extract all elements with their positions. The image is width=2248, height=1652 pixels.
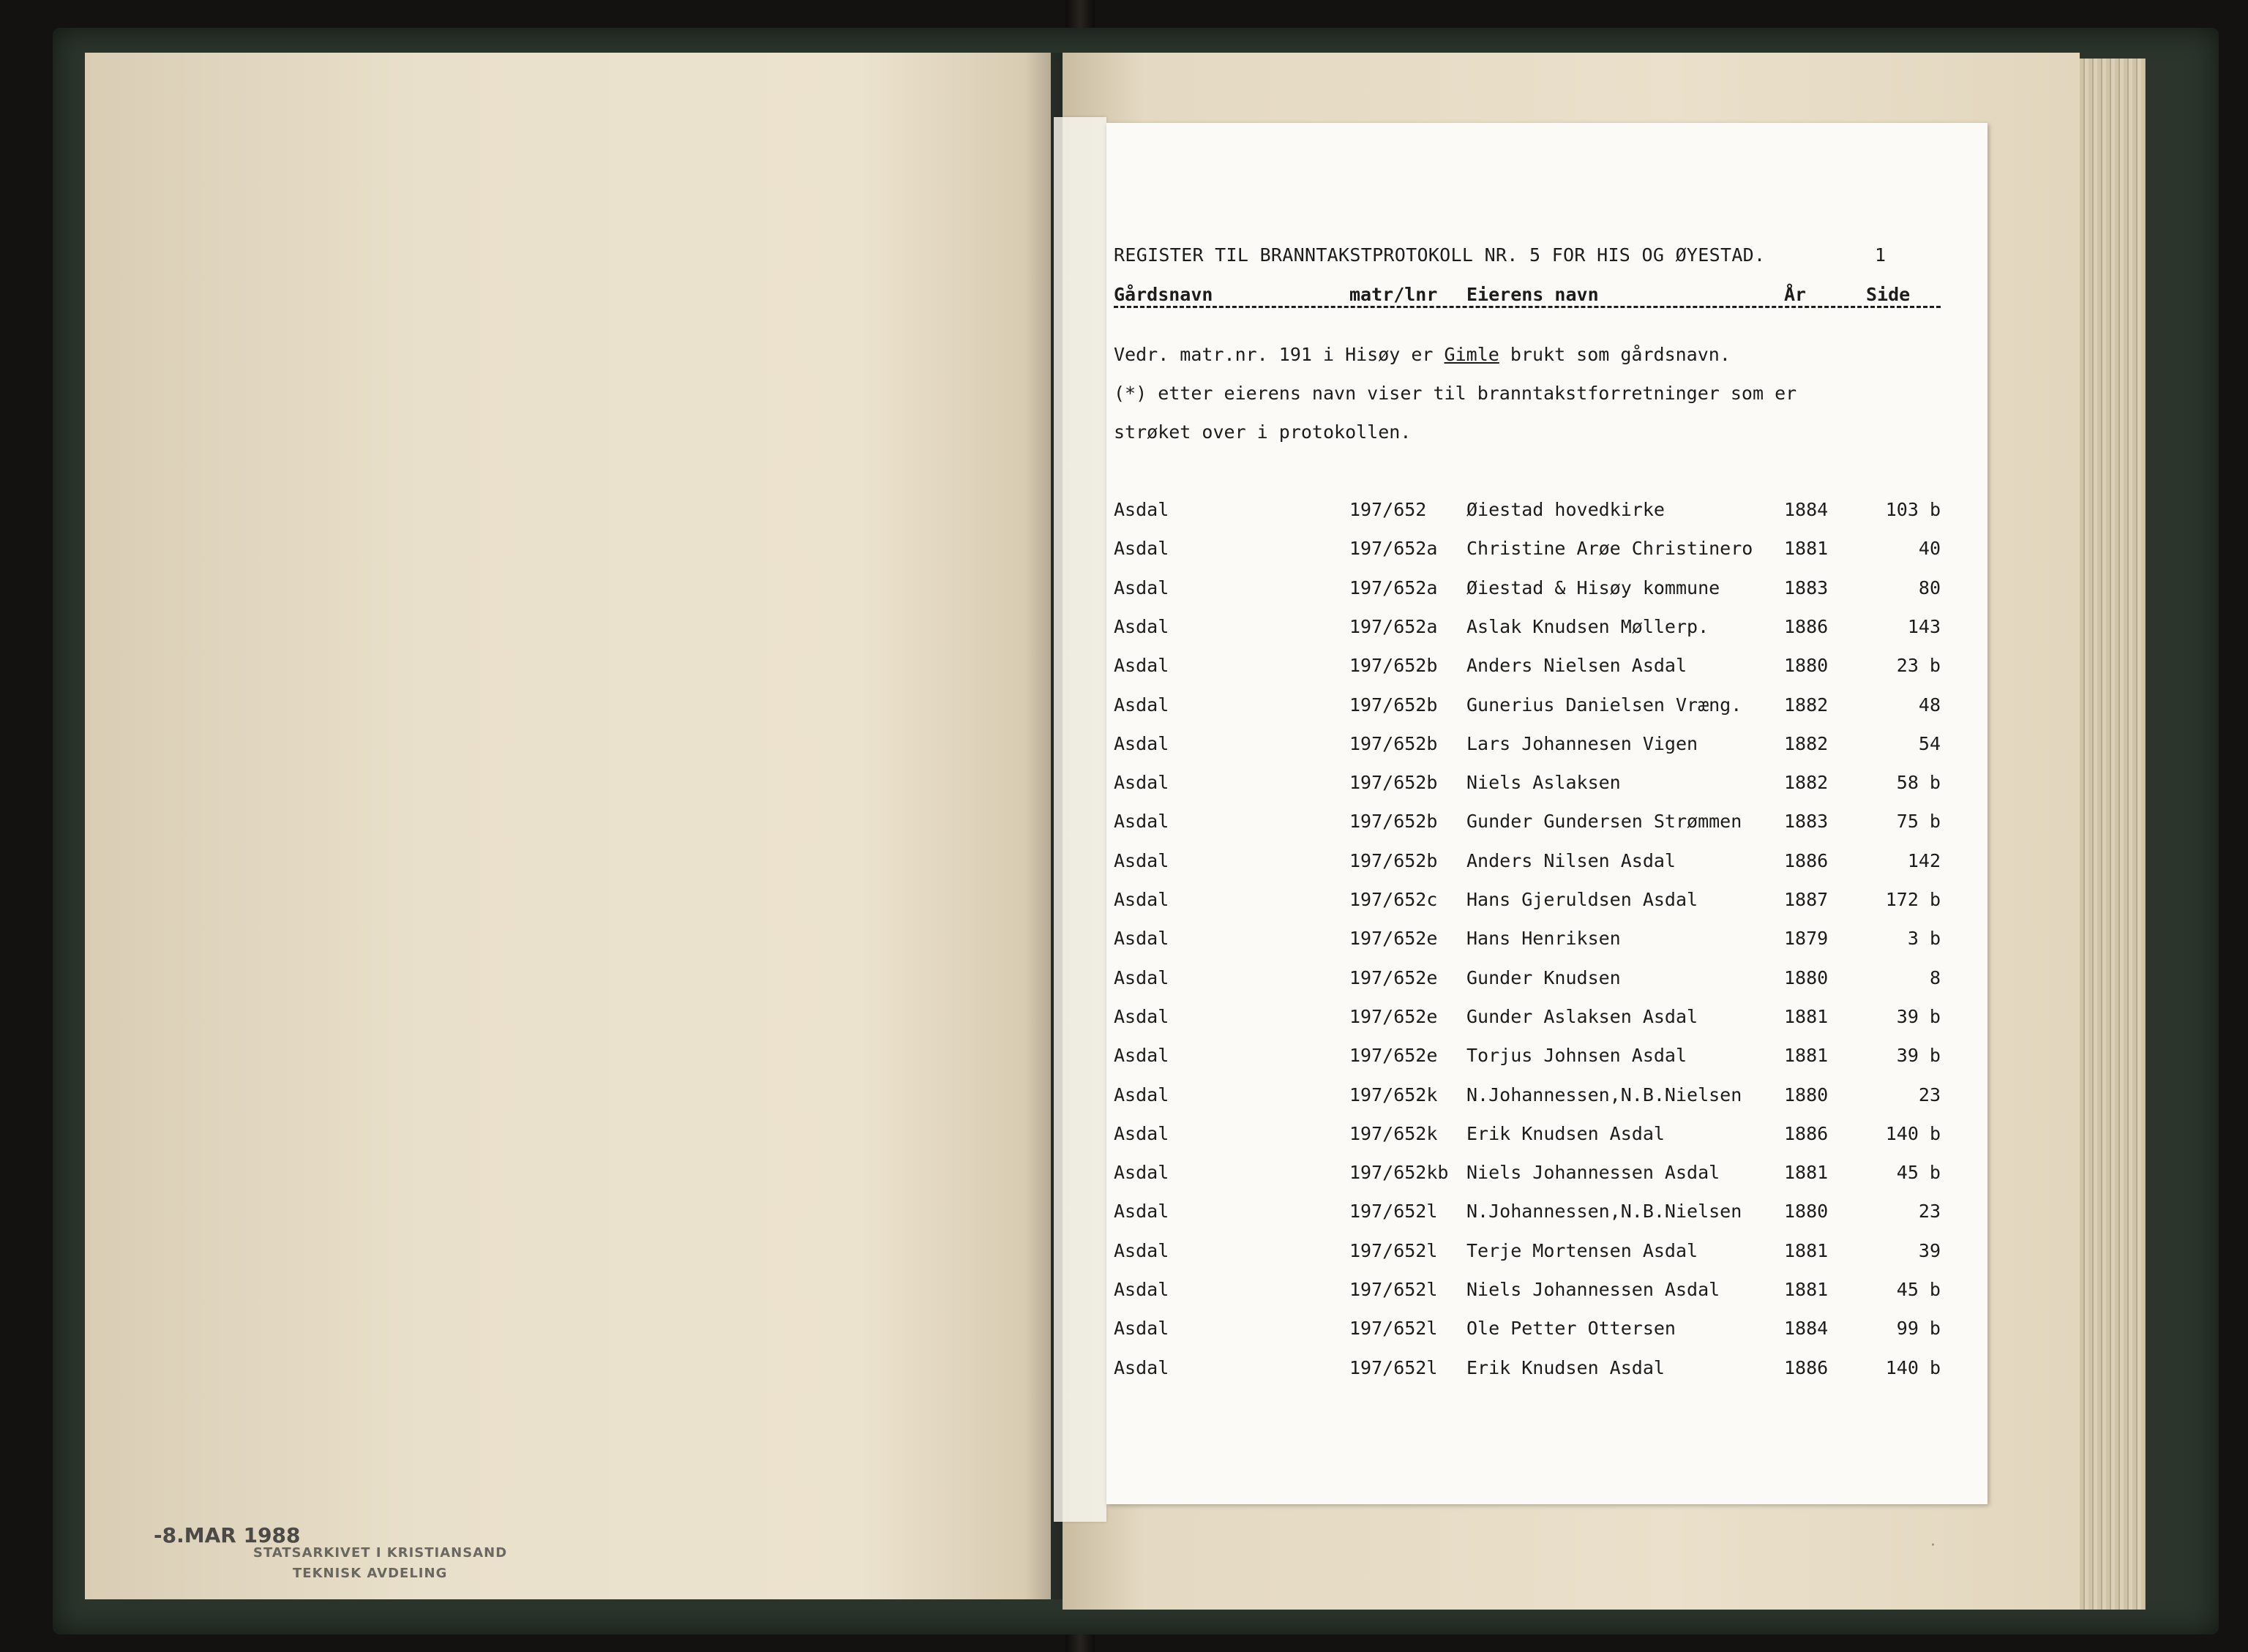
row-owner: Torjus Johnsen Asdal (1466, 1045, 1687, 1066)
row-owner: Gunder Gundersen Strømmen (1466, 811, 1742, 832)
row-owner: Christine Arøe Christinero (1466, 538, 1753, 559)
row-owner: Gunder Knudsen (1466, 967, 1621, 988)
row-farm: Asdal (1114, 655, 1169, 676)
row-farm: Asdal (1114, 967, 1169, 988)
row-owner: Erik Knudsen Asdal (1466, 1123, 1665, 1144)
row-side: 39 (1918, 1240, 1941, 1261)
row-owner: Gunder Aslaksen Asdal (1466, 1006, 1698, 1027)
row-matr: 197/652a (1349, 616, 1438, 637)
row-side: 143 (1907, 616, 1941, 637)
row-year: 1881 (1784, 1240, 1829, 1261)
row-matr: 197/652b (1349, 772, 1438, 793)
page-number: 1 (1875, 244, 1887, 266)
row-farm: Asdal (1114, 1006, 1169, 1027)
row-side: 3 b (1907, 928, 1941, 949)
row-farm: Asdal (1114, 1240, 1169, 1261)
row-year: 1880 (1784, 1201, 1829, 1222)
row-farm: Asdal (1114, 928, 1169, 949)
row-matr: 197/652a (1349, 577, 1438, 598)
row-side: 142 (1907, 850, 1941, 871)
row-year: 1887 (1784, 889, 1829, 910)
row-farm: Asdal (1114, 772, 1169, 793)
row-farm: Asdal (1114, 1357, 1169, 1378)
row-year: 1886 (1784, 616, 1829, 637)
column-header-farm: Gårdsnavn (1114, 284, 1213, 305)
column-header-matr: matr/lnr (1349, 284, 1438, 305)
row-owner: N.Johannessen,N.B.Nielsen (1466, 1084, 1742, 1105)
row-matr: 197/652k (1349, 1084, 1438, 1105)
row-year: 1881 (1784, 538, 1829, 559)
pencil-mark: · (1930, 1536, 1936, 1555)
row-year: 1884 (1784, 1318, 1829, 1339)
date-stamp: -8.MAR 1988 (154, 1523, 301, 1547)
row-year: 1886 (1784, 1357, 1829, 1378)
row-year: 1884 (1784, 499, 1829, 520)
row-matr: 197/652k (1349, 1123, 1438, 1144)
row-side: 48 (1918, 694, 1941, 716)
sheet-content (1106, 123, 1987, 1504)
row-owner: Erik Knudsen Asdal (1466, 1357, 1665, 1378)
row-farm: Asdal (1114, 499, 1169, 520)
row-year: 1879 (1784, 928, 1829, 949)
row-side: 172 b (1885, 889, 1941, 910)
row-matr: 197/652kb (1349, 1162, 1449, 1183)
row-matr: 197/652l (1349, 1240, 1438, 1261)
row-year: 1881 (1784, 1279, 1829, 1300)
row-owner: Terje Mortensen Asdal (1466, 1240, 1698, 1261)
row-matr: 197/652l (1349, 1279, 1438, 1300)
row-side: 40 (1918, 538, 1941, 559)
row-owner: Niels Johannessen Asdal (1466, 1162, 1720, 1183)
row-matr: 197/652b (1349, 733, 1438, 754)
department-stamp: TEKNISK AVDELING (293, 1566, 448, 1581)
row-owner: Lars Johannesen Vigen (1466, 733, 1698, 754)
row-year: 1882 (1784, 733, 1829, 754)
row-side: 45 b (1896, 1162, 1941, 1183)
row-side: 23 (1918, 1084, 1941, 1105)
row-farm: Asdal (1114, 1318, 1169, 1339)
row-owner: Anders Nilsen Asdal (1466, 850, 1676, 871)
row-farm: Asdal (1114, 1045, 1169, 1066)
row-farm: Asdal (1114, 616, 1169, 637)
register-sheet (1106, 123, 1987, 1504)
row-farm: Asdal (1114, 694, 1169, 716)
row-side: 103 b (1885, 499, 1941, 520)
row-year: 1883 (1784, 811, 1829, 832)
row-matr: 197/652e (1349, 928, 1438, 949)
row-side: 80 (1918, 577, 1941, 598)
header-divider (1114, 306, 1941, 308)
row-side: 23 (1918, 1201, 1941, 1222)
row-matr: 197/652e (1349, 1045, 1438, 1066)
row-farm: Asdal (1114, 577, 1169, 598)
row-farm: Asdal (1114, 850, 1169, 871)
row-side: 39 b (1896, 1006, 1941, 1027)
row-farm: Asdal (1114, 1123, 1169, 1144)
row-farm: Asdal (1114, 1279, 1169, 1300)
column-header-year: År (1784, 284, 1807, 305)
register-title: REGISTER TIL BRANNTAKSTPROTOKOLL NR. 5 FOR HIS OG ØYESTAD. (1114, 244, 1766, 266)
row-owner: Hans Henriksen (1466, 928, 1621, 949)
row-side: 45 b (1896, 1279, 1941, 1300)
row-year: 1886 (1784, 850, 1829, 871)
row-side: 140 b (1885, 1123, 1941, 1144)
left-page (85, 53, 1051, 1599)
row-year: 1880 (1784, 1084, 1829, 1105)
row-owner: Hans Gjeruldsen Asdal (1466, 889, 1698, 910)
row-farm: Asdal (1114, 811, 1169, 832)
row-matr: 197/652c (1349, 889, 1438, 910)
row-year: 1883 (1784, 577, 1829, 598)
row-year: 1882 (1784, 694, 1829, 716)
column-header-side: Side (1866, 284, 1911, 305)
tape-strip (1054, 117, 1106, 1522)
row-owner: Niels Johannessen Asdal (1466, 1279, 1720, 1300)
row-year: 1880 (1784, 967, 1829, 988)
row-year: 1881 (1784, 1162, 1829, 1183)
row-owner: N.Johannessen,N.B.Nielsen (1466, 1201, 1742, 1222)
row-farm: Asdal (1114, 1201, 1169, 1222)
row-matr: 197/652b (1349, 655, 1438, 676)
row-year: 1881 (1784, 1006, 1829, 1027)
note-1-gimle: Gimle (1444, 344, 1499, 365)
row-side: 75 b (1896, 811, 1941, 832)
row-year: 1882 (1784, 772, 1829, 793)
row-year: 1881 (1784, 1045, 1829, 1066)
row-owner: Aslak Knudsen Møllerp. (1466, 616, 1709, 637)
row-farm: Asdal (1114, 1162, 1169, 1183)
note-line-1 (1114, 344, 1731, 365)
row-matr: 197/652 (1349, 499, 1427, 520)
note-line-3: strøket over i protokollen. (1114, 421, 1412, 443)
row-matr: 197/652e (1349, 1006, 1438, 1027)
row-year: 1880 (1784, 655, 1829, 676)
row-matr: 197/652b (1349, 811, 1438, 832)
row-side: 58 b (1896, 772, 1941, 793)
row-farm: Asdal (1114, 889, 1169, 910)
row-year: 1886 (1784, 1123, 1829, 1144)
row-owner: Øiestad & Hisøy kommune (1466, 577, 1720, 598)
row-owner: Anders Nielsen Asdal (1466, 655, 1687, 676)
page-edges (2080, 59, 2146, 1610)
note-line-2: (*) etter eierens navn viser til branntakstforretninger som er (1114, 383, 1797, 404)
note-1-post: brukt som gårdsnavn. (1499, 344, 1731, 365)
row-farm: Asdal (1114, 733, 1169, 754)
row-matr: 197/652l (1349, 1318, 1438, 1339)
column-header-owner: Eierens navn (1466, 284, 1599, 305)
note-1-pre: Vedr. matr.nr. 191 i Hisøy er (1114, 344, 1445, 365)
row-owner: Niels Aslaksen (1466, 772, 1621, 793)
row-side: 99 b (1896, 1318, 1941, 1339)
row-owner: Ole Petter Ottersen (1466, 1318, 1676, 1339)
row-farm: Asdal (1114, 538, 1169, 559)
row-matr: 197/652b (1349, 850, 1438, 871)
row-owner: Øiestad hovedkirke (1466, 499, 1665, 520)
row-side: 23 b (1896, 655, 1941, 676)
row-matr: 197/652a (1349, 538, 1438, 559)
row-side: 54 (1918, 733, 1941, 754)
row-matr: 197/652l (1349, 1357, 1438, 1378)
row-matr: 197/652e (1349, 967, 1438, 988)
row-side: 8 (1929, 967, 1941, 988)
archive-stamp: STATSARKIVET I KRISTIANSAND (253, 1545, 508, 1561)
row-side: 39 b (1896, 1045, 1941, 1066)
row-matr: 197/652b (1349, 694, 1438, 716)
row-farm: Asdal (1114, 1084, 1169, 1105)
row-matr: 197/652l (1349, 1201, 1438, 1222)
row-owner: Gunerius Danielsen Vræng. (1466, 694, 1742, 716)
row-side: 140 b (1885, 1357, 1941, 1378)
